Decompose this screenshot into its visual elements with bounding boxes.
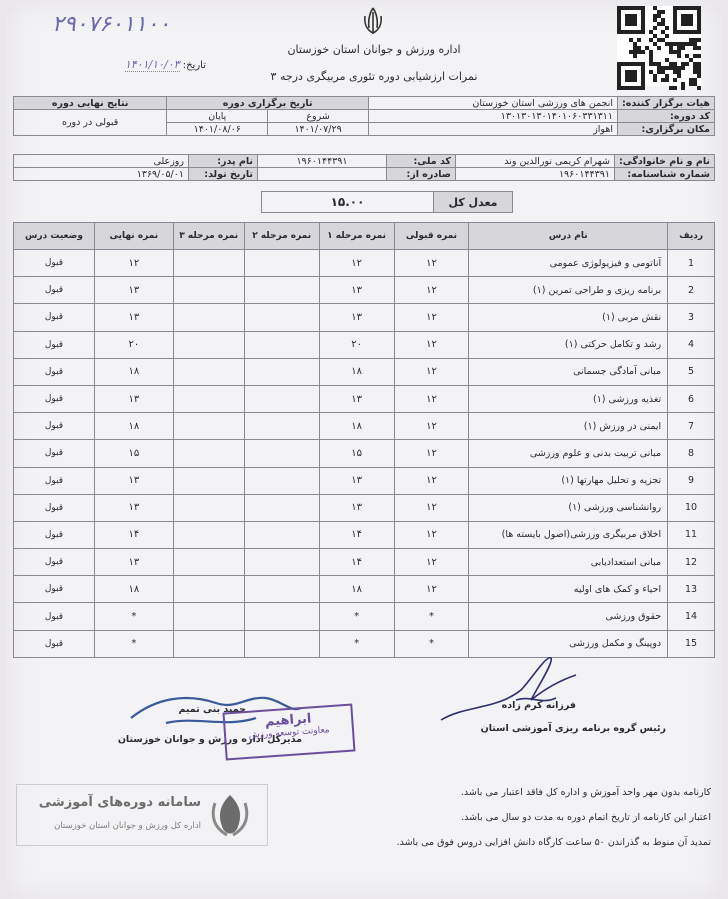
col-final-cell: ۱۳ bbox=[94, 304, 173, 331]
org-name: اداره ورزش و جوانان استان خوزستان bbox=[287, 43, 461, 56]
col-final-cell: ۲۰ bbox=[94, 331, 173, 358]
col-stage1-cell: ۱۳ bbox=[319, 467, 394, 494]
col-stage1-cell: ۱۵ bbox=[319, 440, 394, 467]
start-date: ۱۴۰۱/۰۷/۲۹ bbox=[268, 123, 369, 136]
handwritten-number: ۲۹۰۷۶۰۱۱۰۰ bbox=[52, 12, 171, 37]
col-index-cell: 15 bbox=[668, 630, 715, 657]
col-pass-grade-cell: ۱۲ bbox=[394, 358, 469, 385]
col-status-cell: قبول bbox=[14, 576, 95, 603]
col-pass-grade-cell: ۱۲ bbox=[394, 549, 469, 576]
col-pass-grade-cell: ۱۲ bbox=[394, 521, 469, 548]
col-course-name-cell: آناتومی و فیزیولوژی عمومی bbox=[469, 250, 668, 277]
table-row bbox=[14, 630, 715, 657]
result-header: نتایج نهایی دوره bbox=[14, 97, 167, 110]
col-pass-grade-cell: * bbox=[394, 603, 469, 630]
col-stage2-cell bbox=[244, 440, 319, 467]
signer-left-name: حمید بنی تمیم bbox=[178, 704, 246, 715]
col-final-cell: ۱۳ bbox=[94, 467, 173, 494]
col-course-name-cell: دوپینگ و مکمل ورزشی bbox=[469, 630, 668, 657]
col-index-cell: 13 bbox=[668, 576, 715, 603]
organizer-value: انجمن های ورزشی استان خوزستان bbox=[368, 97, 617, 110]
system-emblem-icon bbox=[205, 791, 255, 839]
col-stage3-cell bbox=[173, 576, 244, 603]
col-status-cell: قبول bbox=[14, 494, 95, 521]
note-3: تمدید آن منوط به گذراندن ۵۰ ساعت کارگاه دانش افزایی دروس فوق می باشد. bbox=[396, 837, 711, 848]
col-pass-grade-cell: ۱۲ bbox=[394, 304, 469, 331]
col-status-cell: قبول bbox=[14, 250, 95, 277]
col-index-cell: 14 bbox=[668, 603, 715, 630]
col-index-cell: 2 bbox=[668, 277, 715, 304]
col-index-cell: 10 bbox=[668, 494, 715, 521]
col-stage3-cell bbox=[173, 250, 244, 277]
table-row bbox=[14, 304, 715, 331]
stamp-subtitle: معاونت توسعه ورزش bbox=[248, 725, 330, 741]
total-value: ۱۵.۰۰ bbox=[262, 192, 434, 213]
col-pass-grade-cell: ۱۲ bbox=[394, 576, 469, 603]
col-pass-grade-cell: ۱۲ bbox=[394, 494, 469, 521]
total-label: معدل کل bbox=[434, 192, 513, 213]
col-stage1-header: نمره مرحله ۱ bbox=[319, 223, 394, 250]
col-pass-grade-cell: ۱۲ bbox=[394, 440, 469, 467]
col-stage3-cell bbox=[173, 494, 244, 521]
col-course-name-cell: اخلاق مربیگری ورزشی(اصول بایسته ها) bbox=[469, 521, 668, 548]
col-index-cell: 9 bbox=[668, 467, 715, 494]
col-course-name-cell: حقوق ورزشی bbox=[469, 603, 668, 630]
col-stage3-cell bbox=[173, 358, 244, 385]
place-label: مکان برگزاری: bbox=[617, 123, 714, 136]
table-row bbox=[14, 494, 715, 521]
col-stage2-cell bbox=[244, 331, 319, 358]
col-status-cell: قبول bbox=[14, 413, 95, 440]
table-row bbox=[14, 440, 715, 467]
date-label: تاریخ: bbox=[182, 60, 206, 71]
signature-right-icon bbox=[436, 650, 586, 730]
col-course-name-cell: روانشناسی ورزشی (۱) bbox=[469, 494, 668, 521]
col-stage2-cell bbox=[244, 304, 319, 331]
col-final-cell: ۱۸ bbox=[94, 413, 173, 440]
col-final-cell: ۱۸ bbox=[94, 358, 173, 385]
col-pass-grade-cell: ۱۲ bbox=[394, 277, 469, 304]
table-row bbox=[14, 549, 715, 576]
col-stage2-cell bbox=[244, 494, 319, 521]
col-status-cell: قبول bbox=[14, 440, 95, 467]
table-row bbox=[14, 277, 715, 304]
col-stage3-cell bbox=[173, 277, 244, 304]
national-code-label: کد ملی: bbox=[386, 155, 455, 168]
col-stage2-cell bbox=[244, 630, 319, 657]
col-stage2-cell bbox=[244, 385, 319, 412]
table-row bbox=[14, 331, 715, 358]
table-row bbox=[14, 603, 715, 630]
col-index-cell: 11 bbox=[668, 521, 715, 548]
col-stage1-cell: * bbox=[319, 630, 394, 657]
national-code-value: ۱۹۶۰۱۴۴۳۹۱ bbox=[257, 155, 386, 168]
signer-left-title: مدیرکل اداره ورزش و جوانان خوزستان bbox=[117, 734, 302, 745]
col-stage2-cell bbox=[244, 549, 319, 576]
col-status-cell: قبول bbox=[14, 385, 95, 412]
col-course-name-cell: ایمنی در ورزش (۱) bbox=[469, 413, 668, 440]
col-stage3-cell bbox=[173, 331, 244, 358]
col-final-cell: ۱۲ bbox=[94, 250, 173, 277]
col-final-cell: ۱۵ bbox=[94, 440, 173, 467]
col-stage3-cell bbox=[173, 304, 244, 331]
date-row bbox=[66, 58, 206, 71]
col-status-cell: قبول bbox=[14, 549, 95, 576]
col-stage1-cell: ۱۴ bbox=[319, 521, 394, 548]
col-course-name-cell: برنامه ریزی و طراحی تمرین (۱) bbox=[469, 277, 668, 304]
person-info-table bbox=[13, 154, 715, 181]
col-stage1-cell: ۱۴ bbox=[319, 549, 394, 576]
training-system-logo bbox=[16, 784, 268, 846]
col-final-cell: ۱۳ bbox=[94, 549, 173, 576]
col-status-cell: قبول bbox=[14, 603, 95, 630]
col-index-cell: 4 bbox=[668, 331, 715, 358]
col-final-cell: * bbox=[94, 603, 173, 630]
course-info-table bbox=[13, 96, 715, 136]
col-stage1-cell: ۱۲ bbox=[319, 250, 394, 277]
col-final-cell: ۱۴ bbox=[94, 521, 173, 548]
col-stage1-cell: ۱۳ bbox=[319, 385, 394, 412]
col-stage2-header: نمره مرحله ۲ bbox=[244, 223, 319, 250]
col-pass-grade-header: نمره قبولی bbox=[394, 223, 469, 250]
name-label: نام و نام خانوادگی: bbox=[614, 155, 714, 168]
col-index-cell: 5 bbox=[668, 358, 715, 385]
col-stage2-cell bbox=[244, 413, 319, 440]
col-stage3-cell bbox=[173, 385, 244, 412]
result-value: قبولی در دوره bbox=[14, 110, 167, 136]
col-status-cell: قبول bbox=[14, 304, 95, 331]
col-stage3-header: نمره مرحله ۳ bbox=[173, 223, 244, 250]
issued-label: صادره از: bbox=[386, 168, 455, 181]
signer-right-name: فرزانه کرم زاده bbox=[501, 700, 576, 711]
col-pass-grade-cell: * bbox=[394, 630, 469, 657]
col-index-cell: 12 bbox=[668, 549, 715, 576]
note-1: کارنامه بدون مهر واحد آموزش و اداره کل فاقد اعتبار می باشد. bbox=[460, 787, 711, 798]
col-course-name-cell: نقش مربی (۱) bbox=[469, 304, 668, 331]
col-stage2-cell bbox=[244, 576, 319, 603]
col-pass-grade-cell: ۱۲ bbox=[394, 331, 469, 358]
col-status-cell: قبول bbox=[14, 277, 95, 304]
grades-header-row bbox=[14, 223, 715, 250]
certificate-sheet bbox=[6, 0, 722, 899]
table-row bbox=[14, 521, 715, 548]
iran-emblem-icon bbox=[360, 6, 386, 36]
col-status-cell: قبول bbox=[14, 358, 95, 385]
course-date-header: تاریخ برگزاری دوره bbox=[167, 97, 369, 110]
col-index-cell: 7 bbox=[668, 413, 715, 440]
col-final-cell: ۱۳ bbox=[94, 385, 173, 412]
col-stage2-cell bbox=[244, 250, 319, 277]
id-number-label: شماره شناسنامه: bbox=[614, 168, 714, 181]
col-stage3-cell bbox=[173, 440, 244, 467]
col-stage2-cell bbox=[244, 467, 319, 494]
col-course-name-cell: تغذیه ورزشی (۱) bbox=[469, 385, 668, 412]
col-final-cell: * bbox=[94, 630, 173, 657]
table-row bbox=[14, 385, 715, 412]
col-status-cell: قبول bbox=[14, 521, 95, 548]
logo-title: سامانه دوره‌های آموزشی bbox=[38, 795, 201, 810]
id-number-value: ۱۹۶۰۱۴۴۳۹۱ bbox=[455, 168, 614, 181]
col-stage2-cell bbox=[244, 358, 319, 385]
birth-label: تاریخ تولد: bbox=[188, 168, 257, 181]
start-label: شروع bbox=[268, 110, 369, 123]
col-course-name-cell: رشد و تکامل حرکتی (۱) bbox=[469, 331, 668, 358]
signer-right-title: رئیس گروه برنامه ریزی آموزشی استان bbox=[480, 723, 666, 734]
col-pass-grade-cell: ۱۲ bbox=[394, 413, 469, 440]
col-course-name-cell: مبانی آمادگی جسمانی bbox=[469, 358, 668, 385]
col-final-cell: ۱۸ bbox=[94, 576, 173, 603]
notes-list bbox=[376, 780, 711, 855]
date-value: ۱۴۰۱/۱۰/۰۳ bbox=[124, 58, 180, 71]
col-status-header: وضعیت درس bbox=[14, 223, 95, 250]
col-stage1-cell: ۲۰ bbox=[319, 331, 394, 358]
table-row bbox=[14, 358, 715, 385]
qr-code-icon bbox=[617, 6, 701, 86]
col-stage1-cell: ۱۳ bbox=[319, 494, 394, 521]
col-index-cell: 3 bbox=[668, 304, 715, 331]
table-row bbox=[14, 413, 715, 440]
organizer-label: هیات برگزار کننده: bbox=[617, 97, 714, 110]
col-index-cell: 1 bbox=[668, 250, 715, 277]
col-stage2-cell bbox=[244, 603, 319, 630]
col-stage3-cell bbox=[173, 549, 244, 576]
col-pass-grade-cell: ۱۲ bbox=[394, 385, 469, 412]
place-value: اهواز bbox=[368, 123, 617, 136]
col-index-header: ردیف bbox=[668, 223, 715, 250]
col-course-name-header: نام درس bbox=[469, 223, 668, 250]
col-stage2-cell bbox=[244, 521, 319, 548]
official-stamp bbox=[222, 704, 355, 761]
col-index-cell: 8 bbox=[668, 440, 715, 467]
col-stage1-cell: ۱۸ bbox=[319, 358, 394, 385]
stamp-name: ابراهیم bbox=[264, 711, 312, 730]
col-course-name-cell: تجزیه و تحلیل مهارتها (۱) bbox=[469, 467, 668, 494]
col-pass-grade-cell: ۱۲ bbox=[394, 467, 469, 494]
col-stage1-cell: * bbox=[319, 603, 394, 630]
col-stage2-cell bbox=[244, 277, 319, 304]
total-average-box bbox=[261, 191, 513, 213]
father-label: نام پدر: bbox=[188, 155, 257, 168]
code-label: کد دوره: bbox=[617, 110, 714, 123]
page-title: نمرات ارزشیابی دوره تئوری مربیگری درجه ۳ bbox=[270, 70, 478, 83]
col-final-cell: ۱۳ bbox=[94, 277, 173, 304]
col-course-name-cell: مبانی تربیت بدنی و علوم ورزشی bbox=[469, 440, 668, 467]
table-row bbox=[14, 467, 715, 494]
col-stage3-cell bbox=[173, 630, 244, 657]
father-value: روزعلی bbox=[14, 155, 189, 168]
note-2: اعتبار این کارنامه از تاریخ اتمام دوره به مدت دو سال می باشد. bbox=[461, 812, 711, 823]
col-course-name-cell: مبانی استعدادیابی bbox=[469, 549, 668, 576]
grades-table bbox=[13, 222, 715, 658]
table-row bbox=[14, 576, 715, 603]
col-stage1-cell: ۱۳ bbox=[319, 277, 394, 304]
col-stage3-cell bbox=[173, 603, 244, 630]
col-course-name-cell: احیاء و کمک های اولیه bbox=[469, 576, 668, 603]
issued-value bbox=[257, 168, 386, 181]
col-status-cell: قبول bbox=[14, 467, 95, 494]
col-stage1-cell: ۱۸ bbox=[319, 413, 394, 440]
logo-subtitle: اداره کل ورزش و جوانان استان خوزستان bbox=[54, 821, 201, 831]
table-row bbox=[14, 250, 715, 277]
col-stage3-cell bbox=[173, 413, 244, 440]
col-final-cell: ۱۳ bbox=[94, 494, 173, 521]
birth-value: ۱۳۶۹/۰۵/۰۱ bbox=[14, 168, 189, 181]
col-status-cell: قبول bbox=[14, 331, 95, 358]
col-stage3-cell bbox=[173, 521, 244, 548]
end-label: پایان bbox=[167, 110, 268, 123]
col-stage3-cell bbox=[173, 467, 244, 494]
col-stage1-cell: ۱۳ bbox=[319, 304, 394, 331]
col-index-cell: 6 bbox=[668, 385, 715, 412]
name-value: شهرام کریمی نورالدین وند bbox=[455, 155, 614, 168]
col-final-header: نمره نهایی bbox=[94, 223, 173, 250]
end-date: ۱۴۰۱/۰۸/۰۶ bbox=[167, 123, 268, 136]
col-pass-grade-cell: ۱۲ bbox=[394, 250, 469, 277]
col-status-cell: قبول bbox=[14, 630, 95, 657]
code-value: ۱۳۰۱۳۰۱۳۰۱۴۰۱۰۶۰۳۳۱۳۱۱ bbox=[368, 110, 617, 123]
col-stage1-cell: ۱۸ bbox=[319, 576, 394, 603]
